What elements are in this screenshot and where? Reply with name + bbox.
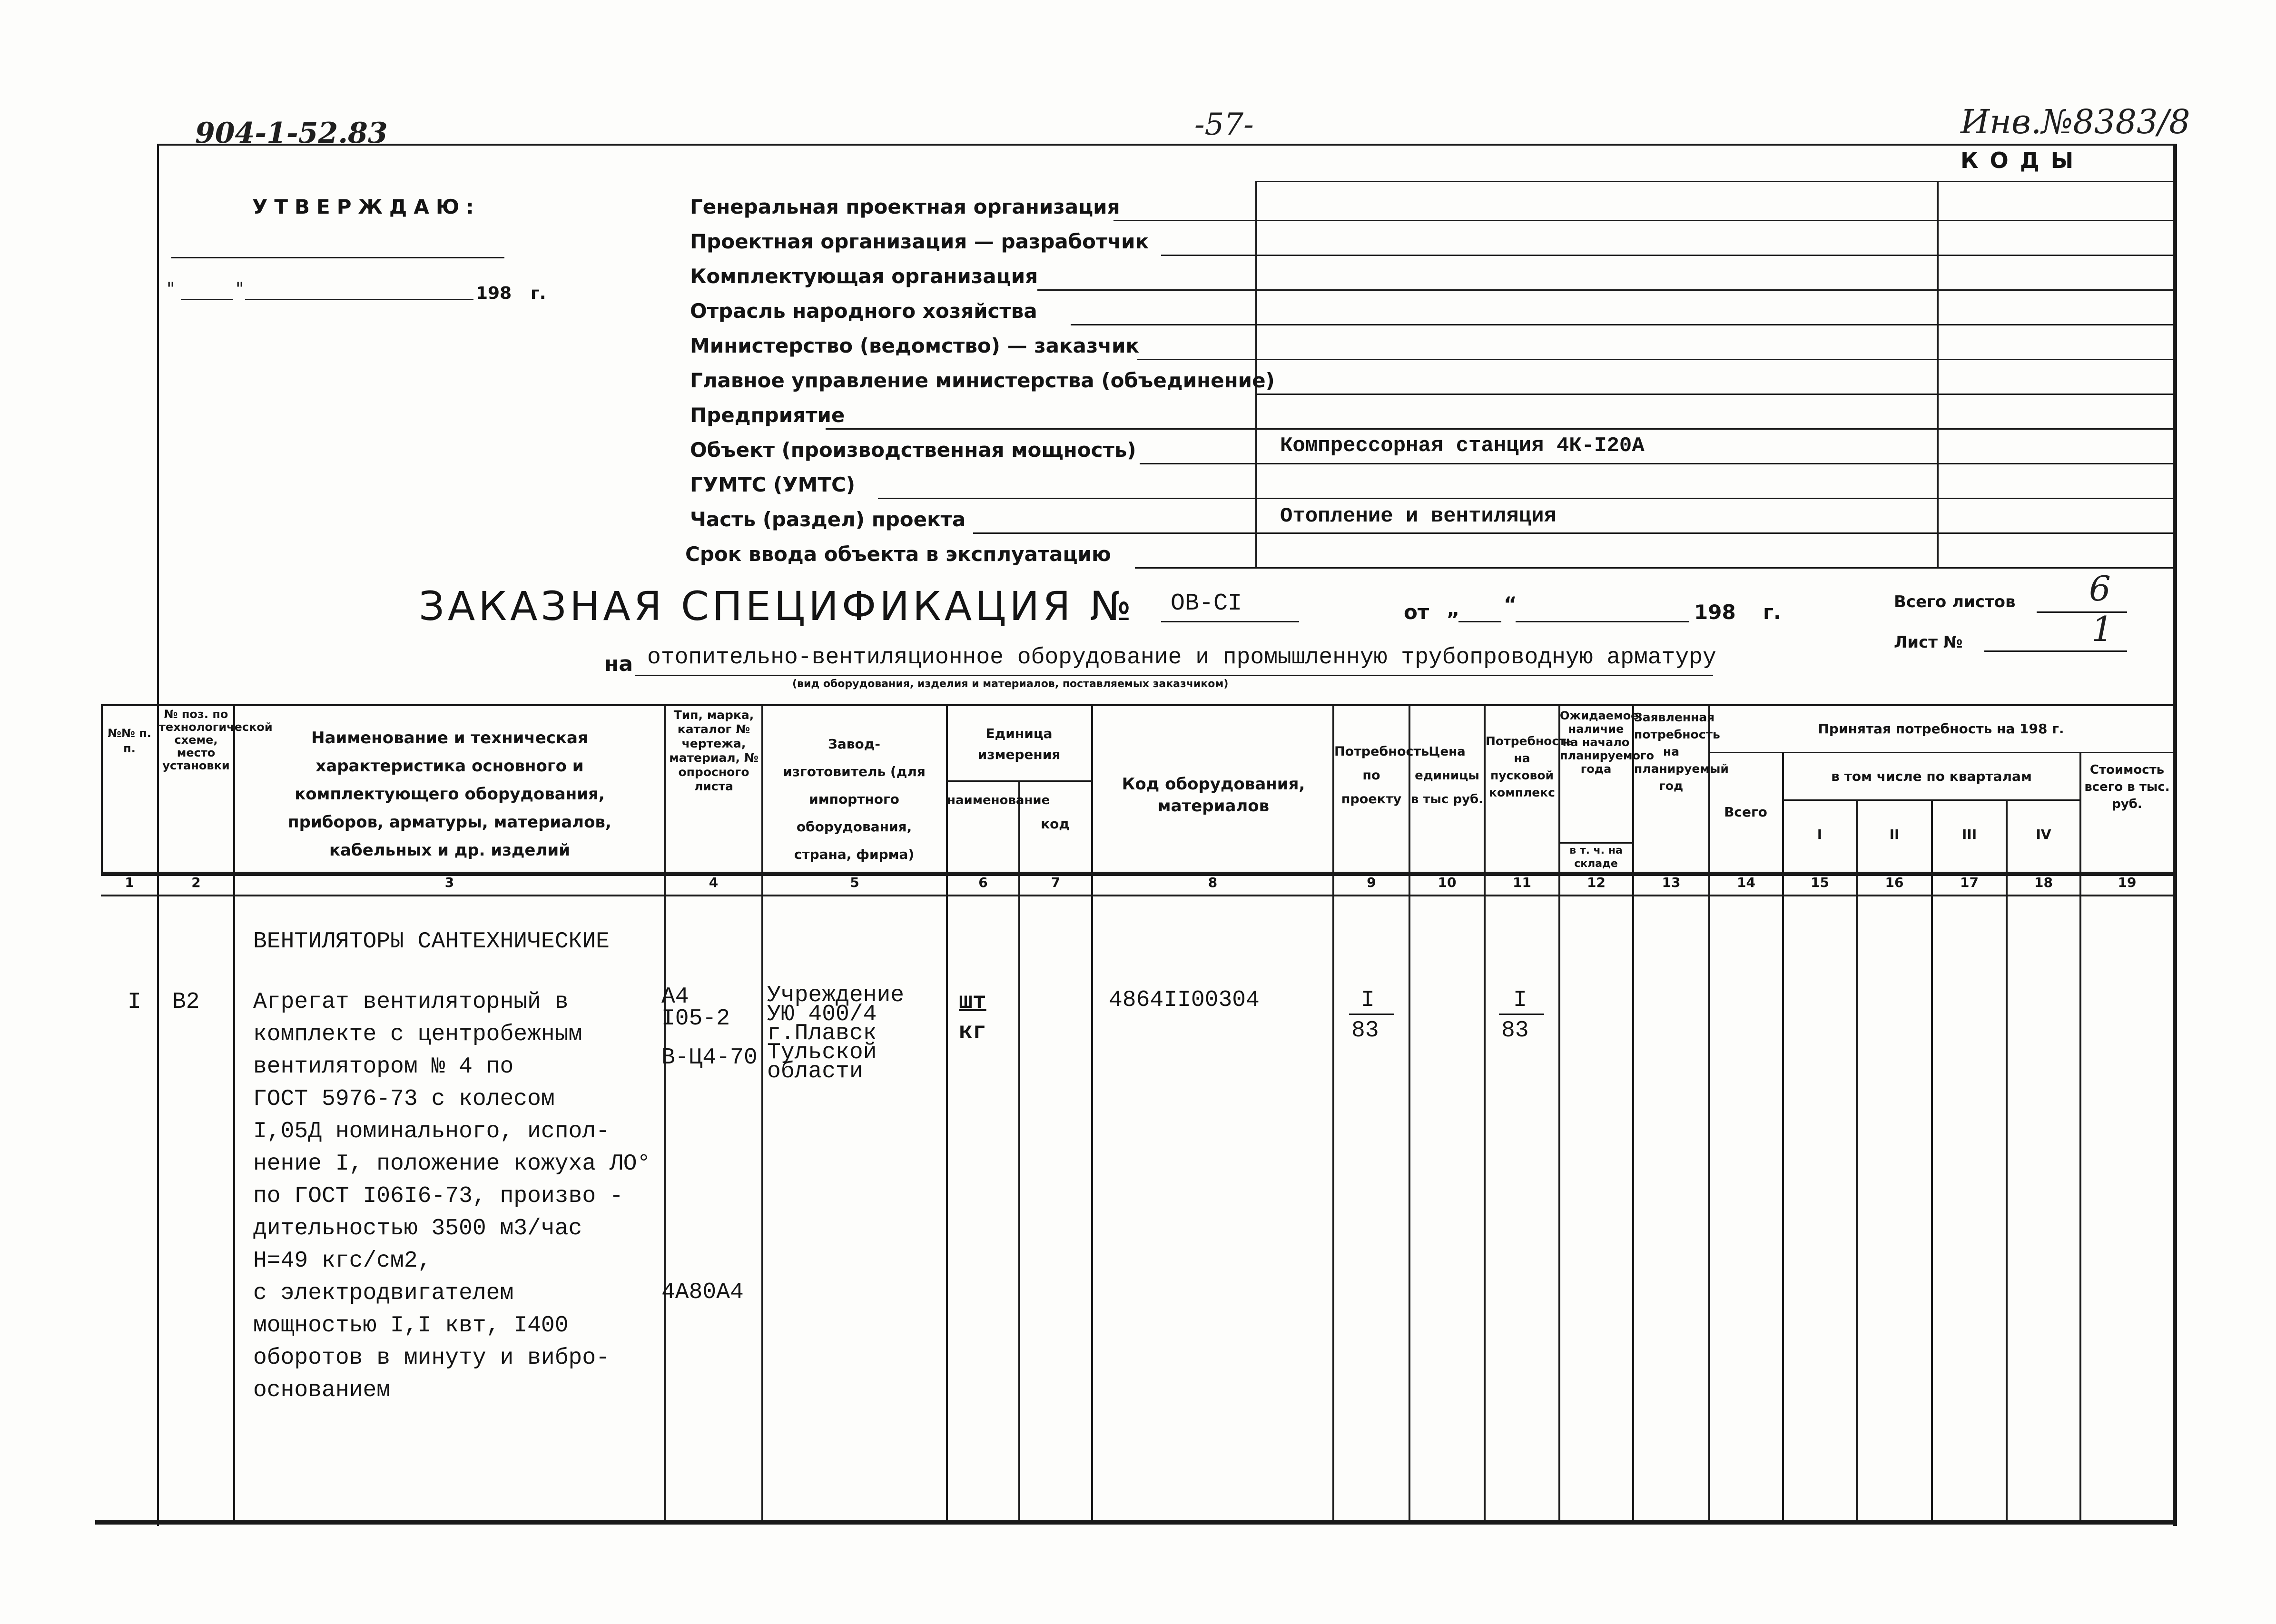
approve-label: УТВЕРЖДАЮ: [252, 195, 481, 218]
table-colnum-bottom [101, 895, 2173, 896]
codes-grid-top [1255, 181, 2173, 182]
col-header-13: Заявленная потребность на планируемый год [1634, 710, 1729, 793]
desc-line: мощностью I,I квт, I400 [253, 1313, 569, 1339]
field-value-part: Отопление и вентиляция [1280, 504, 1557, 528]
type-line: В-Ц4-70 [661, 1045, 758, 1071]
field-label-enterprise: Предприятие [690, 404, 845, 427]
field-label-deadline: Срок ввода объекта в эксплуатацию [685, 542, 1111, 566]
desc-line: вентилятором № 4 по [253, 1054, 514, 1080]
col-header-10: Цена единицы в тыс руб. [1410, 745, 1484, 807]
field-label-part: Часть (раздел) проекта [690, 508, 966, 531]
inventory-number: Инв.№8383/8 [1961, 102, 2190, 141]
col-header-2: № поз. по технологической схеме, место установки [159, 708, 273, 772]
sheet-label: Лист № [1894, 633, 1963, 652]
col-line-11 [1558, 704, 1560, 1520]
frame-right [2173, 144, 2177, 1526]
sheet-number: 1 [2091, 609, 2113, 649]
col-header-14: Всего [1724, 804, 1767, 820]
spec-year: 198 [1694, 600, 1736, 624]
motor-type: 4А80А4 [661, 1280, 744, 1305]
col-line-10 [1484, 704, 1486, 1520]
col-header-7: код [1041, 816, 1070, 832]
col-header-8: Код оборудования, материалов [1122, 775, 1305, 816]
frame-bottom [95, 1520, 2177, 1525]
col-number-9: 9 [1367, 875, 1376, 890]
col-header-q1: I [1817, 827, 1823, 842]
field-label-general-org: Генеральная проектная организация [690, 195, 1120, 218]
field-line-enterprise [826, 428, 2173, 430]
field-label-ministry: Министерство (ведомство) — заказчик [690, 334, 1139, 357]
approve-signature-line [171, 257, 504, 258]
launch-value-1: I [1513, 987, 1527, 1013]
field-line-complect-org [1037, 289, 2173, 291]
col-line-15 [1856, 799, 1858, 1520]
sheets-total: 6 [2089, 569, 2111, 609]
field-label-complect-org: Комплектующая организация [690, 265, 1038, 288]
col-number-5: 5 [850, 875, 859, 890]
spec-from-label: от [1404, 600, 1429, 624]
desc-line: Агрегат вентиляторный в [253, 989, 569, 1015]
desc-line: комплекте с центробежным [253, 1022, 582, 1047]
col-number-19: 19 [2118, 875, 2137, 890]
col-line-3 [664, 704, 666, 1520]
col-header-quarters: в том числе по кварталам [1831, 768, 2032, 784]
col-header-12b: в т. ч. на складе [1569, 845, 1623, 870]
field-label-industry: Отрасль народного хозяйства [690, 299, 1037, 323]
desc-line: оборотов в минуту и вибро- [253, 1345, 610, 1371]
field-line-ministry [1137, 359, 2173, 360]
col-header-units: Единица измерения [977, 726, 1061, 762]
col-line-5 [946, 704, 948, 1520]
desc-line: нение I, положение кожуха ЛО° [253, 1151, 651, 1177]
approve-year-suffix: г. [531, 284, 546, 303]
approve-date-close: " [236, 278, 244, 299]
col-number-13: 13 [1662, 875, 1681, 890]
spec-day-line [1458, 621, 1501, 622]
col-line-9 [1409, 704, 1410, 1520]
page-number: -57- [1194, 107, 1254, 142]
col-line-2 [233, 704, 235, 1520]
col-header-1: №№ п. п. [108, 727, 151, 755]
codes-label: КОДЫ [1961, 148, 2085, 173]
col-number-3: 3 [444, 875, 454, 890]
maker-line: области [767, 1059, 863, 1084]
expected-subheader-line [1558, 842, 1632, 844]
spec-number: ОВ-СI [1171, 590, 1242, 617]
approve-day-line [181, 299, 233, 300]
frame-top [157, 144, 2177, 146]
col-number-17: 17 [1960, 875, 1979, 890]
col-header-accepted: Принятая потребность на 198 г. [1818, 721, 2064, 737]
col-line-13 [1708, 704, 1710, 1520]
field-line-deadline [1135, 567, 2173, 569]
col-header-9: Потребность по проекту [1334, 744, 1429, 807]
col-header-12: Ожидаемое наличие на начало планируемого года [1560, 709, 1654, 776]
col-number-12: 12 [1587, 875, 1606, 890]
col-header-19: Стоимость всего в тыс. руб. [2084, 763, 2170, 811]
col-number-14: 14 [1737, 875, 1755, 890]
subject-na-label: на [604, 652, 633, 676]
col-number-10: 10 [1438, 875, 1457, 890]
col-number-18: 18 [2034, 875, 2053, 890]
col-line-7 [1091, 704, 1093, 1520]
field-label-object: Объект (производственная мощность) [690, 438, 1136, 462]
spec-from-quote-close: “ [1504, 592, 1517, 616]
col-line-8 [1332, 704, 1334, 1520]
col-line-14 [1782, 752, 1784, 1520]
section-title: ВЕНТИЛЯТОРЫ САНТЕХНИЧЕСКИЕ [253, 929, 610, 955]
subject-text: отопительно-вентиляционное оборудование и промышленную трубопроводную арматуру [647, 645, 1716, 670]
equipment-code: 4864II00304 [1109, 987, 1260, 1013]
approve-date-open: " [167, 278, 175, 299]
spec-title: ЗАКАЗНАЯ СПЕЦИФИКАЦИЯ № [419, 583, 1135, 630]
col-number-4: 4 [709, 875, 719, 890]
col-number-15: 15 [1811, 875, 1829, 890]
type-line: А4 [661, 984, 689, 1010]
col-number-11: 11 [1513, 875, 1531, 890]
col-line-16 [1931, 799, 1933, 1520]
col-header-3: Наименование и техническая характеристика основного и комплектующего оборудования, приборов, арматуры, материалов, кабельных и др. изделий [288, 728, 611, 860]
desc-line: основанием [253, 1378, 391, 1403]
spec-month-line [1516, 621, 1689, 622]
col-line-12 [1632, 704, 1634, 1520]
desc-line: ГОСТ 5976-73 с колесом [253, 1086, 555, 1112]
desc-line: с электродвигателем [253, 1280, 514, 1306]
spec-from-quote-open: „ [1447, 597, 1460, 620]
col-line-17 [2006, 799, 2008, 1520]
document-code: 904-1-52.83 [195, 117, 388, 150]
accepted-subheader-line [1708, 752, 2173, 753]
col-header-6: наименование [947, 793, 1050, 807]
col-line-4 [761, 704, 763, 1520]
desc-line: по ГОСТ I06I6-73, произво - [253, 1183, 623, 1209]
approve-year: 198 [476, 284, 512, 303]
col-header-4: Тип, марка, каталог № чертежа, материал, № опросного листа [669, 708, 759, 793]
unit-name-2: кг [959, 1019, 986, 1045]
col-header-5: Завод-изготовитель (для импортного оборудования, страна, фирма) [783, 736, 926, 862]
col-number-6: 6 [978, 875, 988, 890]
field-line-object [1140, 463, 2173, 464]
unit-name-1: шт [959, 989, 986, 1015]
col-header-q3: III [1961, 827, 1977, 842]
col-line-1 [157, 704, 159, 1520]
item-number: I [128, 989, 141, 1015]
field-line-gumts [878, 498, 2173, 499]
table-top-line [101, 704, 2173, 706]
need-value-2: 83 [1351, 1018, 1379, 1043]
maker-line: г.Плавск [767, 1021, 877, 1046]
sheet-number-line [1984, 650, 2127, 652]
col-number-2: 2 [191, 875, 201, 890]
col-header-q4: IV [2036, 827, 2051, 842]
field-value-object: Компрессорная станция 4К-I20А [1280, 434, 1645, 458]
field-line-general-org [1113, 220, 2173, 221]
maker-line: Тульской [767, 1040, 877, 1065]
item-position: В2 [172, 989, 200, 1015]
col-line-6 [1018, 780, 1020, 1520]
field-label-project-org: Проектная организация — разработчик [690, 230, 1149, 253]
field-line-main-dept [1255, 394, 2173, 395]
col-number-1: 1 [125, 875, 134, 890]
launch-value-2: 83 [1501, 1018, 1529, 1043]
field-line-part [973, 532, 2173, 534]
desc-line: дительностью 3500 м3/час [253, 1216, 582, 1241]
need-value-1: I [1361, 987, 1375, 1013]
col-number-8: 8 [1208, 875, 1218, 890]
desc-line: Н=49 кгс/см2, [253, 1248, 432, 1274]
approve-month-line [245, 299, 473, 300]
codes-grid-mid [1937, 181, 1939, 569]
sheets-total-label: Всего листов [1894, 592, 2016, 611]
col-number-7: 7 [1051, 875, 1061, 890]
col-header-q2: II [1889, 827, 1900, 842]
spec-number-line [1161, 621, 1299, 622]
maker-line: УЮ 400/4 [767, 1002, 877, 1027]
desc-line: I,05Д номинального, испол- [253, 1119, 610, 1144]
col-header-11: Потребность на пусковой комплекс [1486, 734, 1574, 799]
field-label-gumts: ГУМТС (УМТС) [690, 473, 856, 496]
subject-caption: (вид оборудования, изделия и материалов, поставляемых заказчиком) [792, 678, 1229, 690]
field-line-industry [1071, 324, 2173, 325]
spec-year-suffix: г. [1763, 600, 1781, 624]
field-line-project-org [1161, 255, 2173, 256]
col-number-16: 16 [1885, 875, 1904, 890]
field-label-main-dept: Главное управление министерства (объединение) [690, 369, 1275, 392]
type-line: I05-2 [661, 1006, 730, 1032]
col-line-18 [2079, 752, 2081, 1520]
maker-line: Учреждение [767, 983, 905, 1008]
subject-underline [635, 675, 1713, 676]
sheets-total-line [2037, 611, 2127, 613]
